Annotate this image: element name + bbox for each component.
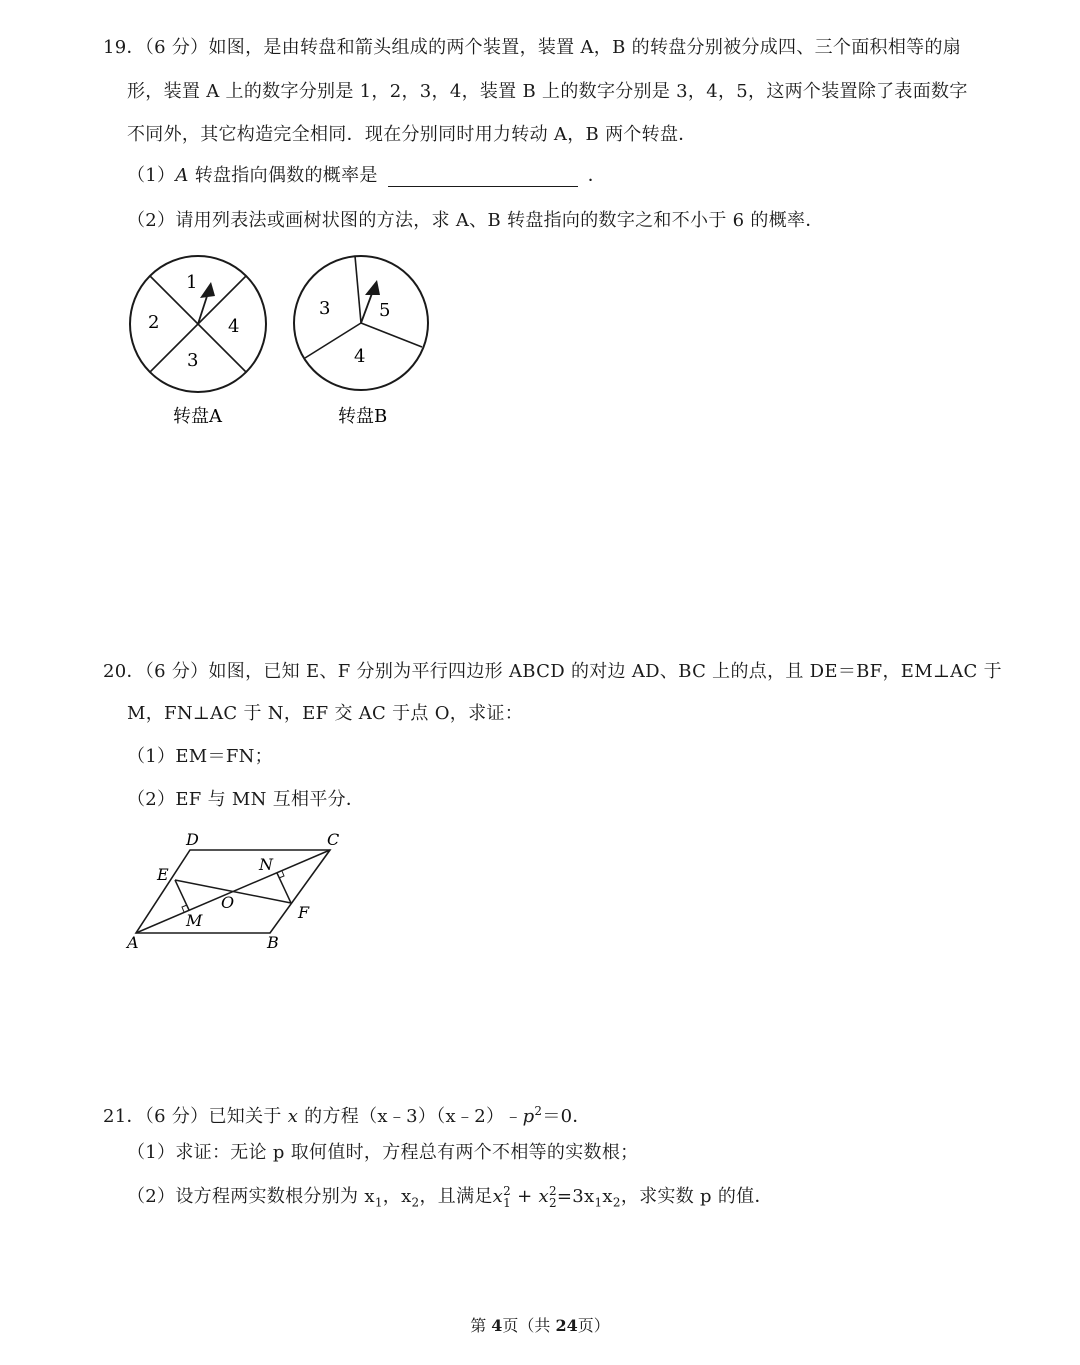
- q21-equation-end: ＝0．: [542, 1106, 591, 1127]
- spinner-b-divider-2: [305, 323, 361, 358]
- label-f: F: [298, 903, 310, 922]
- q21-rhs-x: x: [602, 1186, 613, 1207]
- footer-page-number: 4: [491, 1316, 503, 1335]
- q21-sub-2: 2: [411, 1195, 420, 1210]
- page-footer: [0, 1313, 1080, 1336]
- spinner-b-number-3: 3: [319, 298, 331, 319]
- q21-sub-4: 2: [612, 1195, 621, 1210]
- q21-line1-prefix: 21．（6 分）已知关于: [103, 1106, 288, 1127]
- spinner-a-number-2: 2: [148, 312, 160, 333]
- q21-var-x: x: [287, 1106, 299, 1127]
- q21-x2-scripts: [549, 1185, 557, 1209]
- q21-line1: [103, 1100, 591, 1128]
- q21-part2-end: ，求实数 p 的值．: [620, 1186, 773, 1207]
- q21-x1-exp: 2: [503, 1184, 512, 1198]
- q20-line2: M，FN⊥AC 于 N，EF 交 AC 于点 O，求证：: [127, 703, 524, 724]
- label-a: A: [127, 933, 139, 952]
- q21-x2: x: [538, 1186, 549, 1207]
- label-d: D: [186, 830, 199, 849]
- q21-part1: （1）求证：无论 p 取何值时，方程总有两个不相等的实数根；: [127, 1142, 639, 1163]
- spinner-b-divider-1: [355, 256, 361, 323]
- spinner-b-divider-3: [361, 323, 422, 347]
- q21-plus: +: [511, 1186, 539, 1207]
- q21-exponent: 2: [534, 1104, 543, 1118]
- spinner-b-figure: [286, 246, 446, 436]
- spinner-a-arrow-head: [200, 282, 215, 298]
- q21-part2-sep: ，x: [382, 1186, 412, 1207]
- spinner-a-number-3: 3: [187, 350, 199, 371]
- q19-part2: （2）请用列表法或画树状图的方法，求 A、B 转盘指向的数字之和不小于 6 的概率．: [127, 210, 824, 231]
- spinner-b-number-4: 4: [354, 346, 366, 367]
- q20-part1: （1）EM＝FN；: [127, 746, 273, 767]
- spinner-a-number-4: 4: [228, 316, 240, 337]
- q19-line1: 19．（6 分）如图，是由转盘和箭头组成的两个装置，装置 A，B 的转盘分别被分成四、三个面积相等的扇: [103, 37, 962, 58]
- footer-prefix: 第: [470, 1316, 492, 1335]
- q21-x1-sub: 1: [503, 1196, 512, 1210]
- q21-part2-cond: ，且满足: [419, 1186, 493, 1207]
- label-n: N: [259, 855, 273, 874]
- q21-x1-scripts: [503, 1185, 511, 1209]
- footer-suffix: 页）: [577, 1316, 610, 1335]
- label-e: E: [157, 865, 169, 884]
- q19-part1-text: 转盘指向偶数的概率是: [188, 165, 378, 186]
- spinner-b-arrow-head: [365, 280, 380, 295]
- parallelogram-figure: [120, 826, 360, 956]
- spinner-b-number-5: 5: [379, 300, 391, 321]
- label-o: O: [221, 893, 235, 912]
- q19-part1: [127, 165, 606, 187]
- q19-line2: 形，装置 A 上的数字分别是 1，2，3，4，装置 B 上的数字分别是 3，4，5，这两个装置除了表面数字: [127, 81, 968, 102]
- spinner-a-figure: [120, 246, 280, 436]
- spinner-a-caption: 转盘A: [173, 406, 222, 427]
- q21-sub-1: 1: [374, 1195, 383, 1210]
- q21-equation: 的方程（x﹣3）（x﹣2）﹣: [298, 1106, 523, 1127]
- q20-part2: （2）EF 与 MN 互相平分．: [127, 789, 365, 810]
- spinner-b-caption: 转盘B: [338, 406, 388, 427]
- q21-var-p: p: [522, 1106, 535, 1127]
- label-m: M: [186, 911, 203, 930]
- q21-rhs: =3x: [556, 1186, 595, 1207]
- q19-line3: 不同外，其它构造完全相同．现在分别同时用力转动 A，B 两个转盘．: [127, 124, 697, 145]
- q19-part1-prefix: （1）: [127, 165, 176, 186]
- q21-part2: [127, 1185, 773, 1214]
- answer-blank[interactable]: [388, 168, 578, 187]
- q21-part2-prefix: （2）设方程两实数根分别为 x: [127, 1186, 375, 1207]
- q21-x2-sub: 2: [548, 1196, 557, 1210]
- q19-part1-end: ．: [587, 165, 607, 186]
- spinner-a-number-1: 1: [186, 272, 198, 293]
- q21-sub-3: 1: [594, 1195, 603, 1210]
- footer-total-pages: 24: [555, 1316, 578, 1335]
- label-b: B: [267, 933, 279, 952]
- q19-part1-var: A: [175, 165, 189, 186]
- q20-line1: 20．（6 分）如图，已知 E、F 分别为平行四边形 ABCD 的对边 AD、BC 上的点，且 DE＝BF，EM⊥AC 于: [103, 661, 1002, 682]
- label-c: C: [327, 830, 340, 849]
- footer-middle: 页（共: [502, 1316, 556, 1335]
- q21-x2-exp: 2: [548, 1184, 557, 1198]
- q21-x1: x: [492, 1186, 504, 1207]
